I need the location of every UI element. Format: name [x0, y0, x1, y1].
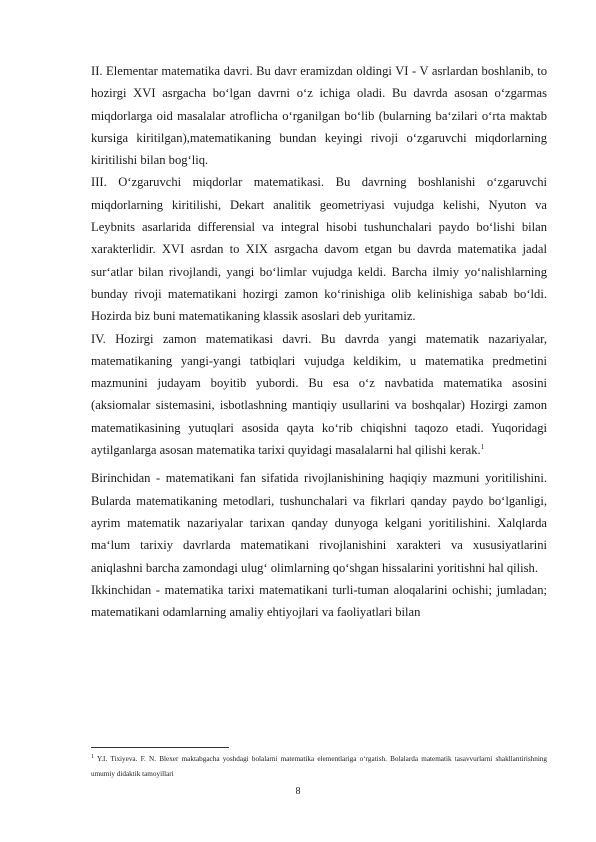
footnote-text: Y.I. Tixiyeva. F. N. Blexer maktabgacha yoshdagi bolalarni matematika elementlariga o‘rgatish. Bolalarda matematik tasavvurlarni shakllantirishning umumiy didaktik tamoyillari: [91, 755, 547, 778]
footnote: [91, 752, 547, 782]
page-body: [91, 60, 547, 623]
paragraph-variable-quantities-period: III. O‘zgaruvchi miqdorlar matematikasi. Bu davrning boshlanishi o‘zgaruvchi miqdorlarning kiritilishi, Dekart analitik geometriyasi vujudga kelishi, Nyuton va Leybnits asarlarida differensial va integral hisobi tushunchalari paydo bo‘lishi bilan xarakterlidir. XVI asrdan to XIX asrgacha davom etgan bu davrda matematika jadal sur‘atlar bilan rivojlandi, yangi bo‘limlar vujudga keldi. Barcha ilmiy yo‘nalishlarning bunday rivoji matematikani hozirgi zamon ko‘rinishiga olib kelinishiga sabab bo‘ldi. Hozirda biz buni matematikaning klassik asoslari deb yuritamiz.: [91, 175, 547, 324]
footnote-divider: [91, 747, 229, 748]
paragraph-modern-period-text: IV. Hozirgi zamon matematikasi davri. Bu davrda yangi matematik nazariyalar, matematikaning yangi-yangi tatbiqlari vujudga keldikim, u matematika predmetini mazmunini judayam boyitib yubordi. Bu esa o‘z navbatida matematika asosini (aksiomalar sistemasini, isbotlashning mantiqiy usullarini va boshqalar) Hozirgi zamon matematikasining yutuqlari asosida qayta ko‘rib chiqishni taqozo etadi. Yuqoridagi aytilganlarga asosan matematika tarixi quyidagi masalalarni hal qilishi kerak.: [91, 331, 547, 458]
footnote-number: 1: [91, 753, 94, 760]
paragraph-modern-period: [91, 328, 547, 462]
paragraph-secondly: Ikkinchidan - matematika tarixi matematikani turli-tuman aloqalarini ochishi; jumladan; matematikani odamlarning amaliy ehtiyojlari va faoliyatlari bilan: [91, 582, 547, 620]
footnote-reference[interactable]: 1: [480, 442, 485, 451]
paragraph-firstly: Birinchidan - matematikani fan sifatida rivojlanishining haqiqiy mazmuni yoritilishini. Bularda matematikaning metodlari, tushunchalari va fikrlari qanday paydo bo‘lganligi, ayrim matematik nazariyalar tarixan qanday dunyoga kelgani yoritilishini. Xalqlarda ma‘lum tarixiy davrlarda matematikani rivojlanishini xarakteri va xususiyatlarini aniqlashni barcha zamondagi ulug‘ olimlarning qo‘shgan hissalarini yoritishni hal qilish.: [91, 471, 547, 575]
paragraph-elementary-period: II. Elementar matematika davri. Bu davr eramizdan oldingi VI - V asrlardan boshlanib, to hozirgi XVI asrgacha bo‘lgan davrni o‘z ichiga oladi. Bu davrda asosan o‘zgarmas miqdorlarga oid masalalar atroflicha o‘rganilgan bo‘lib (bularning ba‘zilari o‘rta maktab kursiga kiritilgan),matematikaning bundan keyingi rivoji o‘zgaruvchi miqdorlarning kiritilishi bilan bog‘liq.: [91, 64, 547, 168]
page-number: 8: [295, 786, 301, 797]
